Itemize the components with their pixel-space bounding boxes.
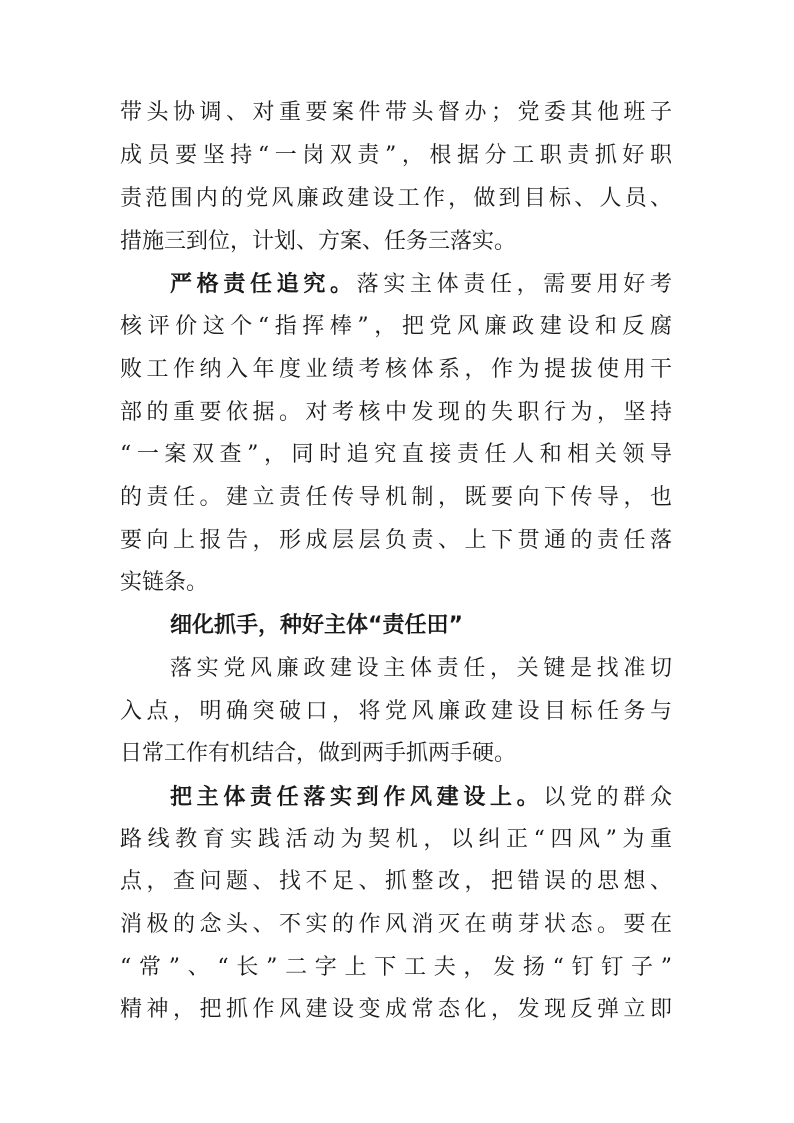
paragraph-line: 成员要坚持“一岗双责”，根据分工职责抓好职 — [120, 143, 672, 168]
section-heading: 细化抓手，种好主体“责任田” — [170, 613, 463, 638]
paragraph-line — [170, 782, 672, 813]
paragraph-line: 带头协调、对重要案件带头督办；党委其他班子 — [120, 100, 672, 125]
paragraph-line: 败工作纳入年度业绩考核体系，作为提拔使用干 — [120, 357, 672, 382]
paragraph-line — [170, 269, 672, 300]
line-text: 落实主体责任，需要用好考 — [356, 272, 672, 297]
paragraph-line: 部的重要依据。对考核中发现的失职行为，坚持 — [120, 400, 672, 425]
bold-lead-phrase: 严格责任追究。 — [170, 271, 357, 297]
paragraph-line: 责范围内的党风廉政建设工作，做到目标、人员、 — [120, 186, 672, 211]
paragraph-line: 入点，明确突破口，将党风廉政建设目标任务与 — [120, 699, 672, 724]
line-text: 以党的群众 — [543, 785, 672, 810]
paragraph-line: 点，查问题、找不足、抓整改，把错误的思想、 — [120, 869, 672, 894]
paragraph-line: 措施三到位，计划、方案、任务三落实。 — [120, 229, 517, 254]
bold-lead-phrase: 把主体责任落实到作风建设上。 — [170, 784, 544, 810]
paragraph-line: 核评价这个“指挥棒”，把党风廉政建设和反腐 — [120, 314, 672, 339]
paragraph-line: 日常工作有机结合，做到两手抓两手硬。 — [120, 741, 517, 766]
paragraph-line: 要向上报告，形成层层负责、上下贯通的责任落 — [120, 528, 672, 553]
paragraph-line: 落实党风廉政建设主体责任，关键是找准切 — [170, 656, 672, 681]
paragraph-line: 路线教育实践活动为契机，以纠正“四风”为重 — [120, 827, 672, 852]
paragraph-line: “常”、“长”二字上下工夫，发扬“钉钉子” — [120, 955, 672, 980]
paragraph-line: 消极的念头、不实的作风消灭在萌芽状态。要在 — [120, 912, 672, 937]
paragraph-line: “一案双查”，同时追究直接责任人和相关领导 — [120, 442, 672, 467]
paragraph-line: 精神，把抓作风建设变成常态化，发现反弹立即 — [120, 997, 672, 1022]
paragraph-line: 的责任。建立责任传导机制，既要向下传导，也 — [120, 485, 672, 510]
paragraph-line: 实链条。 — [120, 570, 209, 595]
